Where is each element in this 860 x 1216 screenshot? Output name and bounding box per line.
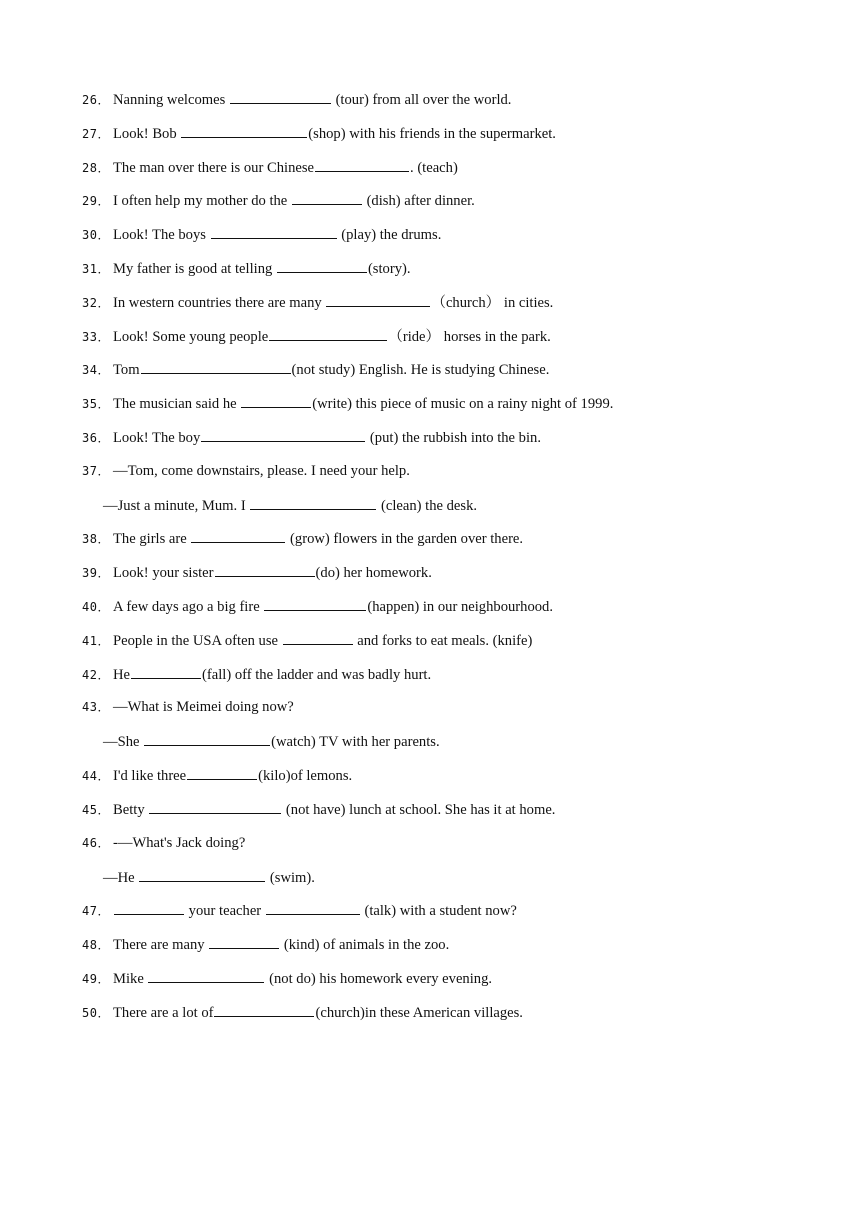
answer-blank[interactable] <box>250 495 376 510</box>
question-text: (kilo)of lemons. <box>258 768 353 784</box>
question-number: 29． <box>82 194 110 208</box>
question-text: Look! your sister <box>113 565 214 581</box>
question-item <box>82 427 541 447</box>
answer-blank[interactable] <box>141 359 291 374</box>
question-text: (dish) after dinner. <box>362 193 475 209</box>
question-item <box>82 968 492 988</box>
question-number: 34． <box>82 363 110 377</box>
question-number: 43． <box>82 700 110 714</box>
question-number: 38． <box>82 532 110 546</box>
question-text: （ride） horses in the park. <box>388 329 551 345</box>
answer-blank[interactable] <box>144 731 270 746</box>
question-text: (swim). <box>266 870 315 886</box>
question-continuation <box>103 731 440 751</box>
question-item <box>82 697 294 717</box>
answer-blank[interactable] <box>292 190 362 205</box>
question-text: The girls are <box>113 531 191 547</box>
answer-blank[interactable] <box>187 765 257 780</box>
question-number: 31． <box>82 262 110 276</box>
question-item <box>82 393 613 413</box>
answer-blank[interactable] <box>211 224 337 239</box>
question-text: (fall) off the ladder and was badly hurt. <box>202 667 432 683</box>
question-text: A few days ago a big fire <box>113 599 264 615</box>
question-text: People in the USA often use <box>113 633 282 649</box>
question-number: 33． <box>82 330 110 344</box>
answer-blank[interactable] <box>215 562 315 577</box>
question-text: (not study) English. He is studying Chinese. <box>291 362 550 378</box>
question-text: —Tom, come downstairs, please. I need your help. <box>113 463 410 479</box>
question-number: 46． <box>82 836 110 850</box>
answer-blank[interactable] <box>266 900 360 915</box>
question-item <box>82 799 555 819</box>
answer-blank[interactable] <box>230 89 331 104</box>
answer-blank[interactable] <box>241 393 311 408</box>
question-text: your teacher <box>185 903 265 919</box>
question-text: (grow) flowers in the garden over there. <box>286 531 524 547</box>
answer-blank[interactable] <box>214 1002 314 1017</box>
question-item <box>82 765 352 785</box>
question-text: Look! Bob <box>113 126 181 142</box>
question-number: 40． <box>82 600 110 614</box>
question-item <box>82 292 553 312</box>
answer-blank[interactable] <box>283 630 353 645</box>
question-text: (story). <box>367 261 411 277</box>
question-text: Look! The boys <box>113 227 210 243</box>
question-text: (play) the drums. <box>337 227 442 243</box>
question-text: (happen) in our neighbourhood. <box>367 599 553 615</box>
question-text: （church） in cities. <box>431 295 554 311</box>
question-number: 37． <box>82 464 110 478</box>
question-text: (clean) the desk. <box>377 498 478 514</box>
answer-blank[interactable] <box>131 664 201 679</box>
question-text: -—What's Jack doing? <box>113 835 246 851</box>
question-text: In western countries there are many <box>113 295 326 311</box>
question-text: —What is Meimei doing now? <box>113 699 294 715</box>
question-text: (watch) TV with her parents. <box>271 734 440 750</box>
answer-blank[interactable] <box>326 292 430 307</box>
answer-blank[interactable] <box>269 326 387 341</box>
question-text: (not do) his homework every evening. <box>265 971 493 987</box>
question-continuation <box>103 867 315 887</box>
question-number: 44． <box>82 769 110 783</box>
question-item <box>82 900 517 920</box>
question-item <box>82 157 458 177</box>
question-text: My father is good at telling <box>113 261 276 277</box>
question-number: 30． <box>82 228 110 242</box>
question-number: 32． <box>82 296 110 310</box>
question-text: There are a lot of <box>113 1005 214 1021</box>
question-text: Nanning welcomes <box>113 92 229 108</box>
question-item <box>82 359 549 379</box>
answer-blank[interactable] <box>264 596 366 611</box>
question-item <box>82 224 441 244</box>
question-text: . (teach) <box>410 160 458 176</box>
question-text: The man over there is our Chinese <box>113 160 315 176</box>
question-number: 39． <box>82 566 110 580</box>
question-item <box>82 1002 523 1022</box>
question-item <box>82 934 449 954</box>
question-item <box>82 123 556 143</box>
question-number: 41． <box>82 634 110 648</box>
question-item <box>82 528 523 548</box>
question-text: Tom <box>113 362 140 378</box>
question-item <box>82 89 511 109</box>
question-item <box>82 461 410 481</box>
question-text: I often help my mother do the <box>113 193 291 209</box>
question-item <box>82 630 532 650</box>
answer-blank[interactable] <box>114 900 184 915</box>
question-number: 48． <box>82 938 110 952</box>
question-text: (write) this piece of music on a rainy night of 1999. <box>312 396 614 412</box>
question-text: There are many <box>113 937 209 953</box>
question-text: (do) her homework. <box>315 565 432 581</box>
answer-blank[interactable] <box>149 799 281 814</box>
question-item <box>82 258 411 278</box>
question-text: He <box>113 667 131 683</box>
question-number: 49． <box>82 972 110 986</box>
question-number: 26． <box>82 93 110 107</box>
answer-blank[interactable] <box>201 427 365 442</box>
question-text: —He <box>103 870 139 886</box>
question-number: 47． <box>82 904 110 918</box>
question-continuation <box>103 495 477 515</box>
question-text: (church)in these American villages. <box>315 1005 523 1021</box>
question-text: I'd like three <box>113 768 187 784</box>
question-number: 45． <box>82 803 110 817</box>
question-text: (not have) lunch at school. She has it at home. <box>282 802 556 818</box>
question-text: The musician said he <box>113 396 241 412</box>
question-text: (tour) from all over the world. <box>331 92 512 108</box>
question-number: 50． <box>82 1006 110 1020</box>
question-item <box>82 664 431 684</box>
answer-blank[interactable] <box>191 528 285 543</box>
question-item <box>82 190 475 210</box>
answer-blank[interactable] <box>209 934 279 949</box>
question-item <box>82 562 432 582</box>
answer-blank[interactable] <box>148 968 264 983</box>
question-text: Betty <box>113 802 149 818</box>
answer-blank[interactable] <box>315 157 409 172</box>
question-number: 28． <box>82 161 110 175</box>
question-item <box>82 326 551 346</box>
question-text: (kind) of animals in the zoo. <box>280 937 450 953</box>
question-item <box>82 833 245 853</box>
question-number: 42． <box>82 668 110 682</box>
question-text: (put) the rubbish into the bin. <box>366 430 541 446</box>
question-item <box>82 596 553 616</box>
question-text: —She <box>103 734 144 750</box>
question-text: and forks to eat meals. (knife) <box>353 633 533 649</box>
question-text: —Just a minute, Mum. I <box>103 498 250 514</box>
question-text: Look! The boy <box>113 430 201 446</box>
question-text: Look! Some young people <box>113 329 269 345</box>
answer-blank[interactable] <box>181 123 307 138</box>
question-text: Mike <box>113 971 148 987</box>
question-text: (shop) with his friends in the supermarket. <box>308 126 556 142</box>
answer-blank[interactable] <box>139 867 265 882</box>
question-number: 36． <box>82 431 110 445</box>
question-text: (talk) with a student now? <box>360 903 517 919</box>
question-number: 27． <box>82 127 110 141</box>
question-number: 35． <box>82 397 110 411</box>
answer-blank[interactable] <box>277 258 367 273</box>
